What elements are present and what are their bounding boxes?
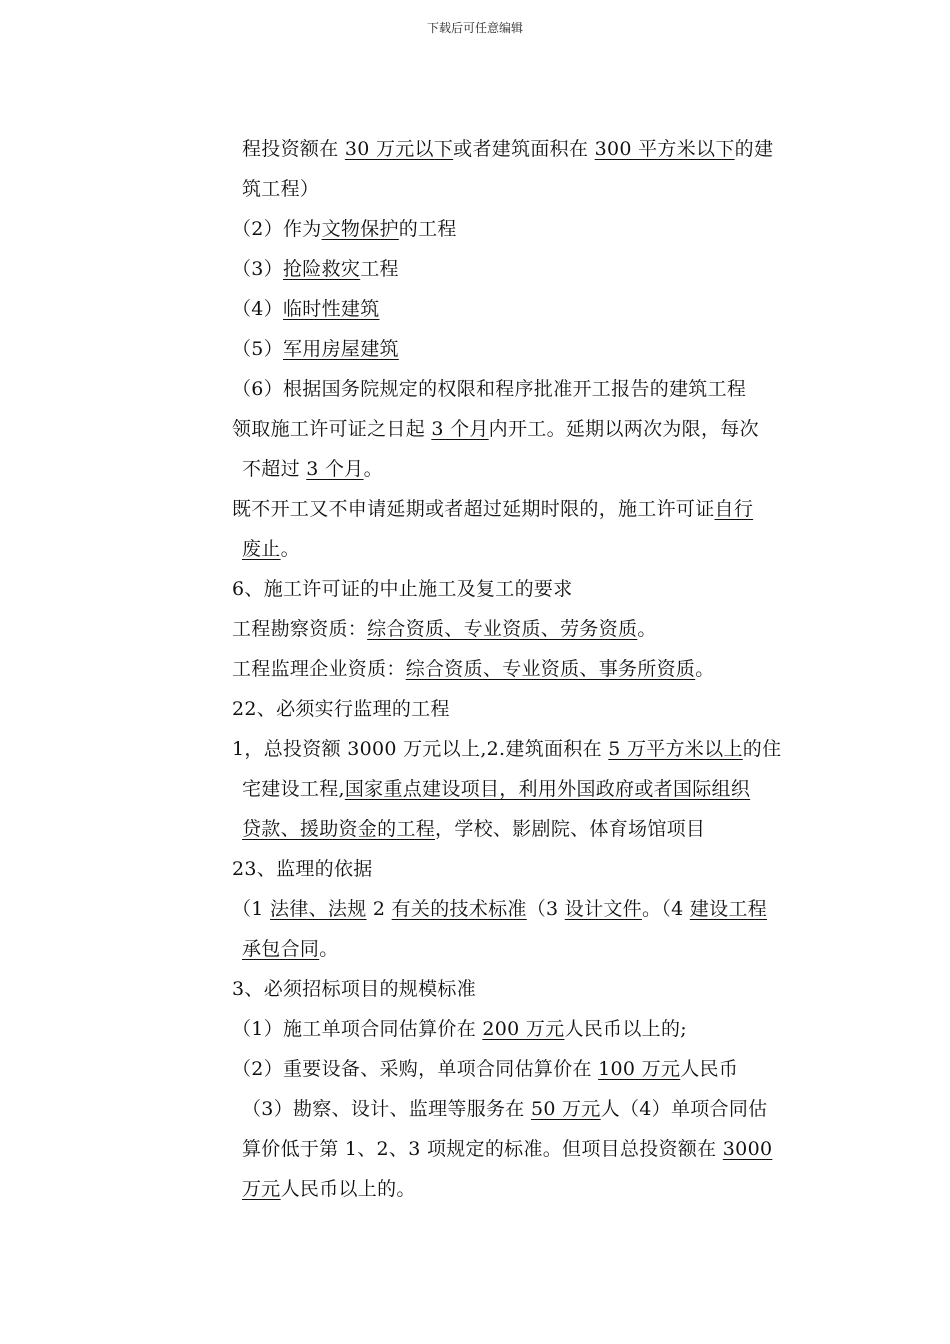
text-line — [232, 251, 399, 287]
text-line — [242, 451, 383, 487]
text-segment: 既不开工又不申请延期或者超过延期时限的，施工许可证 — [232, 498, 715, 520]
underlined-text: 万元 — [242, 1178, 281, 1200]
text-segment: 算价低于第 1、2、3 项规定的标准。但项目总投资额在 — [242, 1138, 723, 1160]
text-segment: 22、必须实行监理的工程 — [232, 698, 450, 720]
text-segment: 人民币以上的。 — [280, 1178, 416, 1200]
underlined-text: 综合资质、专业资质、劳务资质 — [367, 618, 638, 640]
underlined-text: 100 万元 — [598, 1058, 681, 1080]
underlined-text: 承包合同 — [242, 938, 320, 960]
underlined-text: 200 万元 — [482, 1018, 565, 1040]
underlined-text: 300 平方米以下 — [594, 138, 735, 160]
text-segment: 。 — [695, 658, 715, 680]
text-line — [232, 1051, 738, 1087]
text-segment: 的工程 — [398, 218, 457, 240]
text-line — [232, 651, 715, 687]
text-segment: （3） — [232, 258, 283, 280]
text-segment: 6、施工许可证的中止施工及复工的要求 — [232, 578, 573, 600]
text-line — [232, 851, 373, 887]
underlined-text: 3 个月 — [306, 458, 364, 480]
text-segment: （6）根据国务院规定的权限和程序批准开工报告的建筑工程 — [232, 378, 747, 400]
text-segment: 领取施工许可证之日起 — [232, 418, 432, 440]
text-line — [232, 291, 380, 327]
text-segment: 人（4）单项合同估 — [600, 1098, 768, 1120]
text-segment: 3、必须招标项目的规模标准 — [232, 978, 476, 1000]
text-segment: 。 — [280, 538, 300, 560]
text-line — [242, 1131, 772, 1167]
text-segment: （1 — [232, 898, 271, 920]
text-line — [232, 571, 573, 607]
underlined-text: 贷款、援助资金的工程 — [242, 818, 436, 840]
text-segment: ，学校、影剧院、体育场馆项目 — [435, 818, 706, 840]
underlined-text: 有关的技术标准 — [391, 898, 527, 920]
text-segment: 1，总投资额 3000 万元以上,2.建筑面积在 — [232, 738, 609, 760]
text-segment: 人民币以上的; — [564, 1018, 687, 1040]
text-line — [232, 691, 450, 727]
text-line — [232, 491, 753, 527]
underlined-text: 3 个月 — [431, 418, 489, 440]
underlined-text: 30 万元以下 — [344, 138, 454, 160]
text-line — [232, 411, 759, 447]
text-line — [232, 1011, 687, 1047]
underlined-text: 50 万元 — [530, 1098, 601, 1120]
text-line — [242, 1091, 767, 1127]
text-segment: 不超过 — [242, 458, 307, 480]
text-line — [232, 211, 457, 247]
underlined-text: 军用房屋建筑 — [283, 338, 399, 360]
underlined-text: 抢险救灾 — [283, 258, 361, 280]
text-line — [232, 371, 746, 407]
text-line — [242, 1171, 416, 1207]
text-segment: 。 — [637, 618, 657, 640]
text-segment: 程投资额在 — [242, 138, 345, 160]
underlined-text: 3000 — [722, 1138, 773, 1160]
text-line — [242, 811, 705, 847]
underlined-text: 建设工程 — [689, 898, 767, 920]
underlined-text: 自行 — [714, 498, 754, 520]
text-segment: （3）勘察、设计、监理等服务在 — [242, 1098, 531, 1120]
underlined-text: 设计文件 — [564, 898, 642, 920]
text-segment: 内开工。延期以两次为限，每次 — [488, 418, 759, 440]
text-segment: 。 — [363, 458, 383, 480]
underlined-text: 废止 — [242, 538, 281, 560]
text-line — [232, 891, 767, 927]
text-segment: （5） — [232, 338, 283, 360]
text-segment: 或者建筑面积在 — [453, 138, 595, 160]
text-line — [242, 171, 319, 207]
text-line — [232, 611, 657, 647]
underlined-text: 文物保护 — [321, 218, 399, 240]
text-segment: 宅建设工程, — [242, 778, 345, 800]
text-segment: 工程监理企业资质： — [232, 658, 406, 680]
underlined-text: 法律、法规 — [270, 898, 367, 920]
underlined-text: 临时性建筑 — [283, 298, 380, 320]
underlined-text: 国家重点建设项目，利用外国政府或者国际组织 — [344, 778, 751, 800]
text-segment: （2）作为 — [232, 218, 322, 240]
underlined-text: 5 万平方米以上 — [608, 738, 743, 760]
text-segment: 23、监理的依据 — [232, 858, 373, 880]
text-segment: （4） — [232, 298, 283, 320]
text-segment: （1）施工单项合同估算价在 — [232, 1018, 483, 1040]
text-line — [232, 971, 476, 1007]
text-segment: 工程 — [360, 258, 399, 280]
underlined-text: 综合资质、专业资质、事务所资质 — [405, 658, 696, 680]
text-line — [242, 771, 750, 807]
text-segment: 的建 — [734, 138, 774, 160]
text-line — [232, 731, 781, 767]
text-segment: 2 — [366, 898, 392, 920]
text-segment: 筑工程） — [242, 178, 320, 200]
text-line — [242, 931, 339, 967]
text-line — [242, 131, 773, 167]
text-segment: （3 — [526, 898, 565, 920]
text-segment: 人民币 — [680, 1058, 739, 1080]
text-segment: 工程勘察资质： — [232, 618, 368, 640]
page-header: 下载后可任意编辑 — [426, 21, 523, 35]
text-line — [242, 531, 300, 567]
text-segment: 。（4 — [641, 898, 690, 920]
text-line — [232, 331, 399, 367]
text-segment: 的住 — [742, 738, 782, 760]
text-segment: 。 — [319, 938, 339, 960]
text-segment: （2）重要设备、采购，单项合同估算价在 — [232, 1058, 599, 1080]
